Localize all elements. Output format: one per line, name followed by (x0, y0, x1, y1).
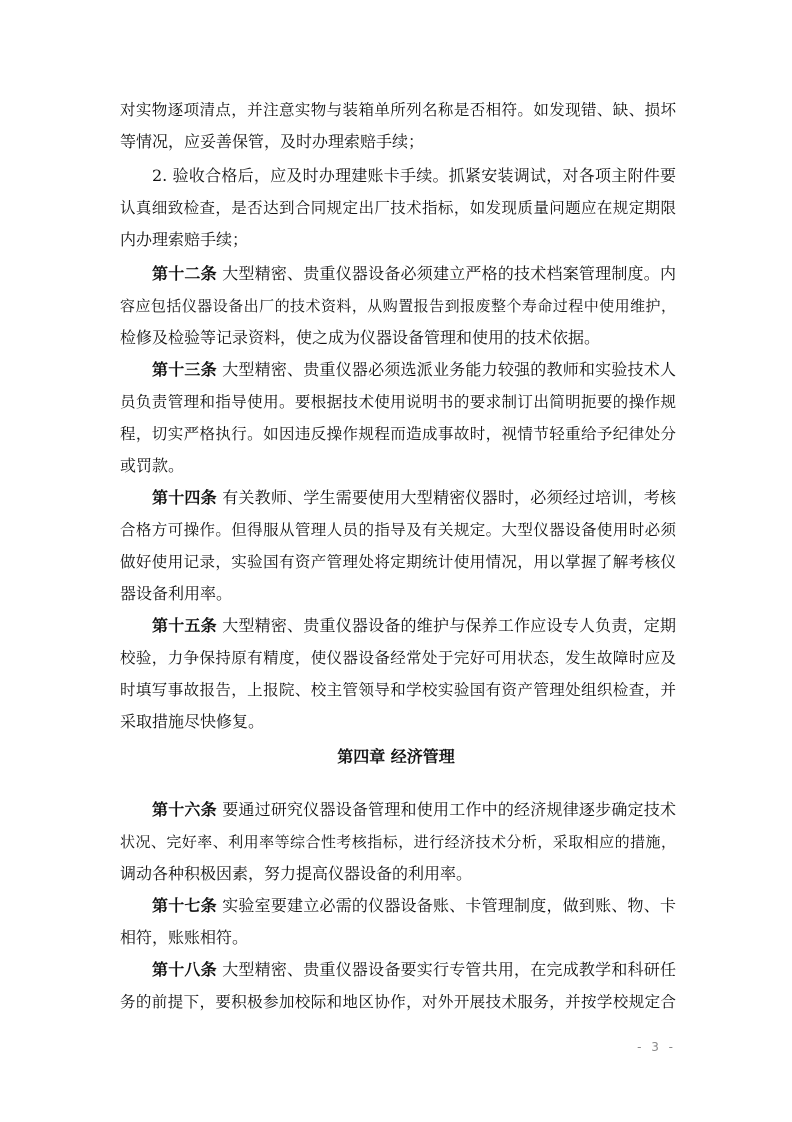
article-13-title: 第十三条 (152, 360, 217, 379)
article-17-title: 第十七条 (152, 896, 217, 915)
paragraph-line: 器设备利用率。 (120, 584, 233, 603)
article-16-text: 要通过研究仪器设备管理和使用工作中的经济规律逐步确定技术 (222, 800, 676, 819)
paragraph-line: 内办理索赔手续； (120, 230, 249, 249)
paragraph-line: 相符，账账相符。 (120, 928, 249, 947)
article-18-first-line (152, 958, 676, 982)
article-16-title: 第十六条 (152, 800, 217, 819)
article-17-text: 实验室要建立必需的仪器设备账、卡管理制度，做到账、物、卡 (222, 896, 676, 915)
article-14-text: 有关教师、学生需要使用大型精密仪器时，必须经过培训，考核 (222, 488, 676, 507)
article-18-title: 第十八条 (152, 960, 217, 979)
paragraph-line: 调动各种积极因素，努力提高仪器设备的利用率。 (120, 864, 473, 883)
paragraph-line: 程，切实严格执行。如因违反操作规程而造成事故时，视情节轻重给予纪律处分 (120, 425, 676, 443)
paragraph-line: 认真细致检查，是否达到合同规定出厂技术指标，如发现质量问题应在规定期限 (120, 199, 676, 217)
paragraph-line: 检修及检验等记录资料，使之成为仪器设备管理和使用的技术依据。 (120, 328, 601, 347)
paragraph-line: 采取措施尽快修复。 (120, 712, 265, 731)
article-14-title: 第十四条 (152, 488, 217, 507)
paragraph-line: 状况、完好率、利用率等综合性考核指标，进行经济技术分析，采取相应的措施， (120, 833, 676, 851)
article-12-title: 第十二条 (152, 264, 217, 283)
paragraph-line: 等情况，应妥善保管，及时办理索赔手续； (120, 132, 425, 151)
paragraph-line: 务的前提下，要积极参加校际和地区协作，对外开展技术服务，并按学校规定合 (120, 993, 676, 1011)
article-13-first-line (152, 358, 676, 382)
paragraph-line: 或罚款。 (120, 456, 185, 475)
article-13-text: 大型精密、贵重仪器必须选派业务能力较强的教师和实验技术人 (222, 360, 676, 379)
paragraph-line: 容应包括仪器设备出厂的技术资料，从购置报告到报废整个寿命过程中使用维护， (120, 297, 676, 315)
paragraph-line: 做好使用记录，实验国有资产管理处将定期统计使用情况，用以掌握了解考核仪 (120, 553, 676, 571)
article-17-first-line (152, 894, 676, 918)
article-15-first-line (152, 614, 676, 638)
article-16-first-line (152, 798, 676, 822)
article-18-text: 大型精密、贵重仪器设备要实行专管共用，在完成教学和科研任 (222, 960, 676, 979)
article-12-text: 大型精密、贵重仪器设备必须建立严格的技术档案管理制度。内 (222, 264, 676, 283)
paragraph-line: 校验，力争保持原有精度，使仪器设备经常处于完好可用状态，发生故障时应及 (120, 649, 676, 667)
paragraph-line: 2. 验收合格后，应及时办理建账卡手续。抓紧安装调试，对各项主附件要 (152, 166, 676, 185)
article-12-first-line (152, 262, 676, 286)
paragraph-line: 对实物逐项清点，并注意实物与装箱单所列名称是否相符。如发现错、缺、损坏 (120, 101, 676, 119)
chapter-heading: 第四章 经济管理 (337, 747, 455, 766)
paragraph-line: 合格方可操作。但得服从管理人员的指导及有关规定。大型仪器设备使用时必须 (120, 521, 676, 539)
article-14-first-line (152, 486, 676, 510)
paragraph-line: 时填写事故报告，上报院、校主管领导和学校实验国有资产管理处组织检查，并 (120, 681, 676, 699)
article-15-title: 第十五条 (152, 616, 217, 635)
article-15-text: 大型精密、贵重仪器设备的维护与保养工作应设专人负责，定期 (222, 616, 676, 635)
paragraph-line: 员负责管理和指导使用。要根据技术使用说明书的要求制订出简明扼要的操作规 (120, 393, 676, 411)
page-number: - 3 - (637, 1040, 676, 1054)
